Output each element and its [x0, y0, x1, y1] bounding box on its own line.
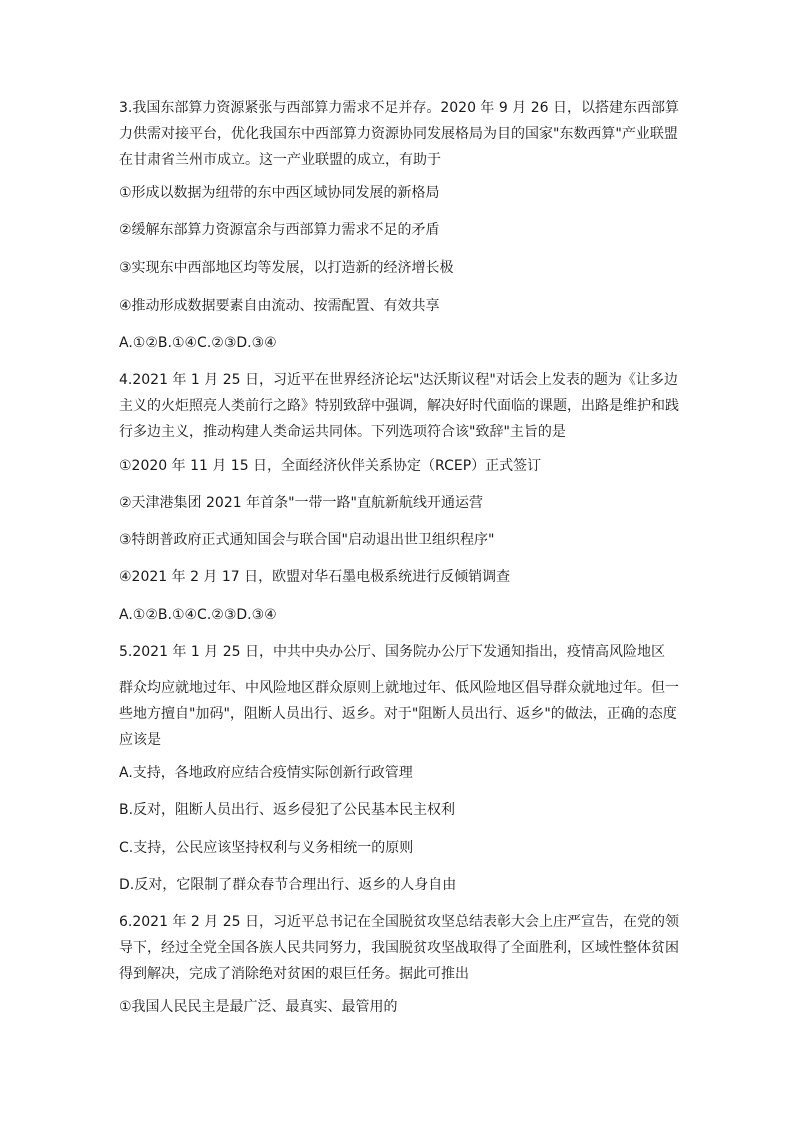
question-5-option-b: B.反对，阻断人员出行、返乡侵犯了公民基本民主权利	[119, 802, 456, 818]
question-5-option-d: D.反对，它限制了群众春节合理出行、返乡的人身自由	[119, 877, 457, 893]
question-4-choices: A.①②B.①④C.②③D.③④	[119, 607, 277, 623]
question-6-stem: 6.2021 年 2 月 25 日，习近平总书记在全国脱贫攻坚总结表彰大会上庄严宣告，在党的领导下，经过全党全国各族人民共同努力，我国脱贫攻坚战取得了全面胜利，区域性整体贫困得到解决，完成了消除绝对贫困的艰巨任务。据此可推出	[119, 914, 679, 982]
question-4-stem: 4.2021 年 1 月 25 日，习近平在世界经济论坛"达沃斯议程"对话会上发表的题为《让多边主义的火炬照亮人类前行之路》特别致辞中强调，解决好时代面临的课题，出路是维护和践行多边主义，推动构建人类命运共同体。下列选项符合该"致辞"主旨的是	[119, 372, 679, 440]
question-3-option-3: ③实现东中西部地区均等发展，以打造新的经济增长极	[119, 260, 454, 276]
question-4-option-3: ③特朗普政府正式通知国会与联合国"启动退出世卫组织程序"	[119, 532, 495, 548]
question-3-option-4: ④推动形成数据要素自由流动、按需配置、有效共享	[119, 298, 440, 314]
question-3-stem: 3.我国东部算力资源紧张与西部算力需求不足并存。2020 年 9 月 26 日，以搭建东西部算力供需对接平台，优化我国东中西部算力资源协同发展格局为目的国家"东数西算"产业联盟在甘肃省兰州市成立。这一产业联盟的成立，有助于	[119, 100, 679, 168]
question-3-option-1: ①形成以数据为纽带的东中西区域协同发展的新格局	[119, 185, 440, 201]
question-4-option-1: ①2020 年 11 月 15 日，全面经济伙伴关系协定（RCEP）正式签订	[119, 458, 542, 474]
question-5-option-a: A.支持，各地政府应结合疫情实际创新行政管理	[119, 765, 413, 781]
question-4-option-2: ②天津港集团 2021 年首条"一带一路"直航新航线开通运营	[119, 495, 483, 511]
question-5-stem: 群众均应就地过年、中风险地区群众原则上就地过年、低风险地区倡导群众就地过年。但一些地方擅自"加码"，阻断人员出行、返乡。对于"阻断人员出行、返乡"的做法，正确的态度应该是	[119, 680, 679, 748]
question-5-option-c: C.支持，公民应该坚持权利与义务相统一的原则	[119, 840, 414, 856]
question-4-option-4: ④2021 年 2 月 17 日，欧盟对华石墨电极系统进行反倾销调查	[119, 569, 511, 585]
question-5-stem-line-1: 5.2021 年 1 月 25 日，中共中央办公厅、国务院办公厅下发通知指出，疫情高风险地区	[119, 644, 665, 660]
question-3-choices: A.①②B.①④C.②③D.③④	[119, 335, 277, 351]
question-6-option-1: ①我国人民民主是最广泛、最真实、最管用的	[119, 999, 398, 1015]
question-3-option-2: ②缓解东部算力资源富余与西部算力需求不足的矛盾	[119, 222, 440, 238]
